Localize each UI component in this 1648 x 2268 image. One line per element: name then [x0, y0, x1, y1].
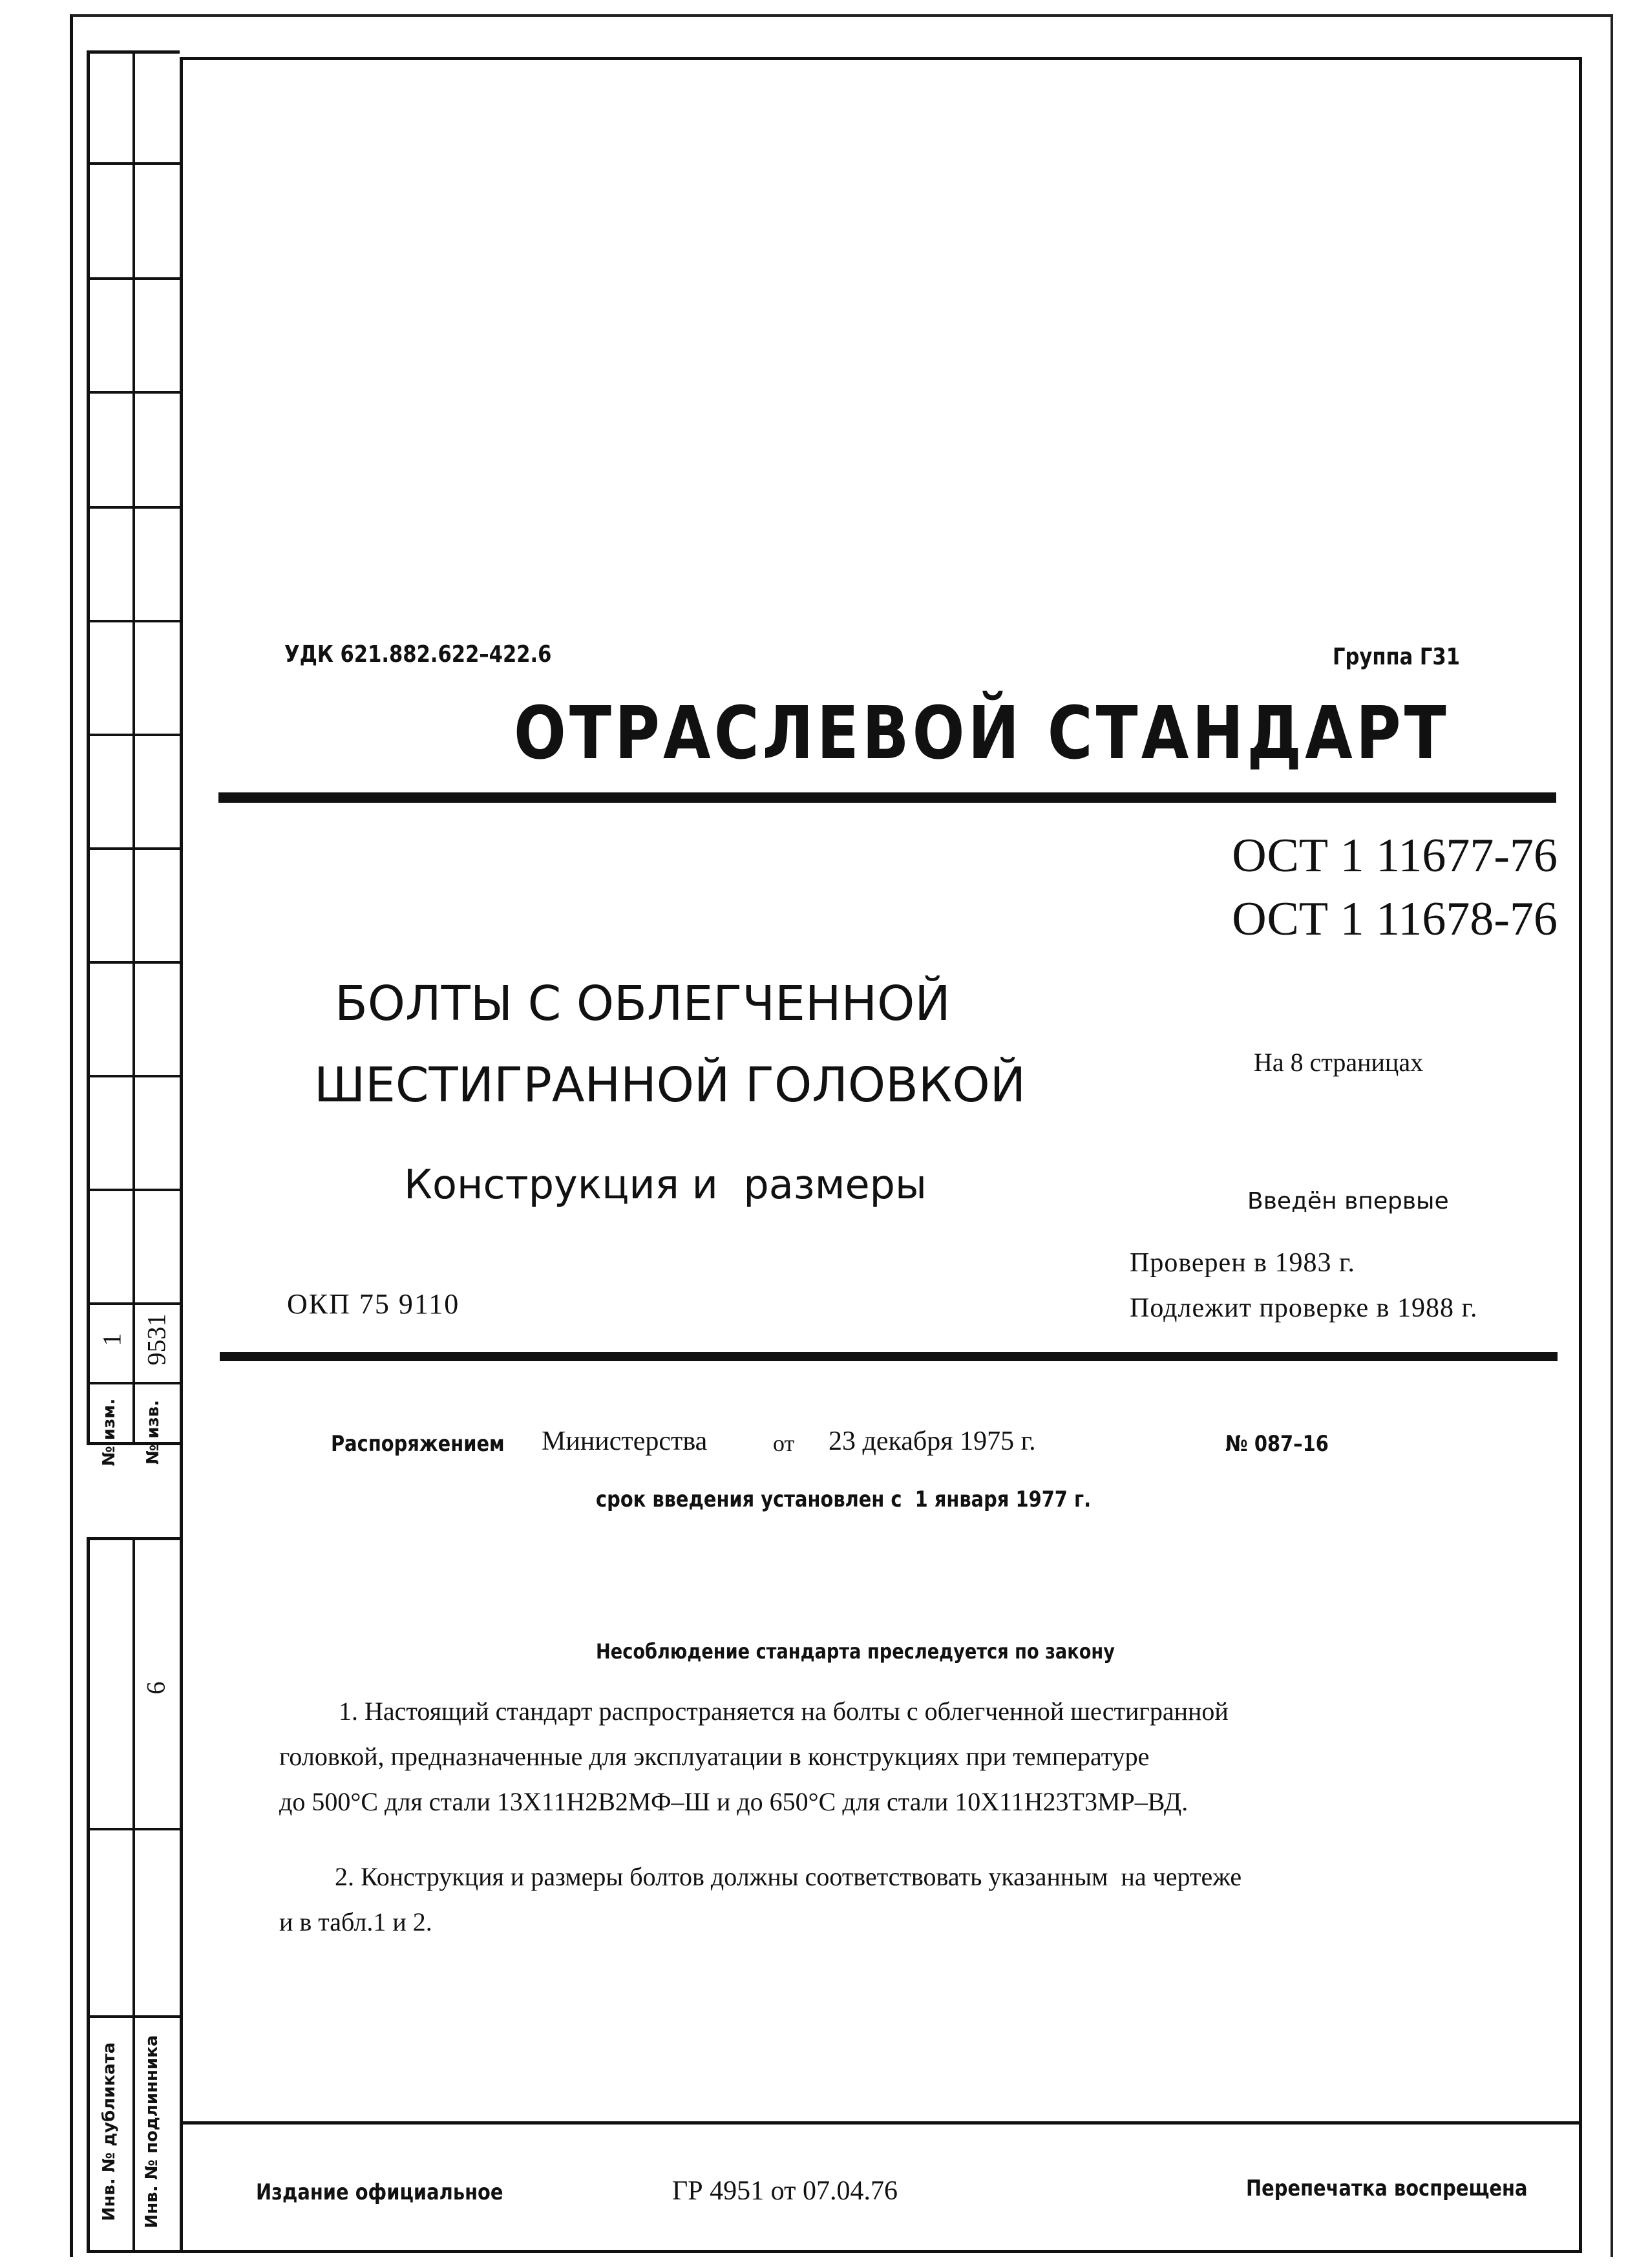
- udk-code: УДК 621.882.622–422.6: [284, 641, 552, 668]
- notice-number-value: 9531: [142, 1313, 171, 1366]
- standard-designation-2: ОСТ 1 11678-76: [1232, 893, 1558, 946]
- strip-row-line: [90, 620, 180, 622]
- order-from: от: [773, 1430, 795, 1456]
- strip-row-line: [90, 277, 180, 280]
- strip-row-line: [90, 734, 180, 736]
- notice-number-label: № изв.: [143, 1400, 163, 1465]
- top-rule: [218, 792, 1556, 803]
- change-number-label: № изм.: [100, 1398, 119, 1467]
- strip-divider: [132, 1540, 135, 2250]
- checked-note: Проверен в 1983 г.: [1130, 1248, 1355, 1278]
- paragraph-2-line-2: и в табл.1 и 2.: [279, 1907, 432, 1936]
- subject-subtitle: Конструкция и размеры: [404, 1161, 927, 1208]
- standard-designation-1: ОСТ 1 11677-76: [1232, 829, 1558, 882]
- registration-number: ГР 4951 от 07.04.76: [672, 2176, 898, 2206]
- strip-row-line: [90, 1075, 180, 1077]
- strip-row-line: [90, 391, 180, 394]
- strip-row-line: [90, 847, 180, 850]
- order-by: Распоряжением: [331, 1431, 505, 1457]
- subject-line-2: ШЕСТИГРАННОЙ ГОЛОВКОЙ: [314, 1057, 1026, 1113]
- paragraph-1-line-2: головкой, предназначенные для эксплуатации в конструкциях при температуре: [279, 1742, 1150, 1771]
- footer-rule: [180, 2121, 1582, 2125]
- order-number: № 087–16: [1225, 1431, 1329, 1457]
- sheet-number-value: 6: [141, 1681, 171, 1695]
- strip-divider: [132, 54, 135, 1442]
- official-edition-label: Издание официальное: [256, 2179, 503, 2205]
- strip-row-line: [90, 1828, 180, 1830]
- original-inventory-label: Инв. № подлинника: [142, 2035, 162, 2229]
- inventory-strip: [87, 1537, 180, 2253]
- change-number-value: 1: [97, 1333, 127, 1346]
- paragraph-2-line-1: 2. Конструкция и размеры болтов должны соответствовать указанным на чертеже: [335, 1862, 1242, 1891]
- change-record-strip: [87, 50, 180, 1467]
- law-warning: Несоблюдение стандарта преследуется по закону: [596, 1639, 1115, 1664]
- strip-row-line: [90, 162, 180, 165]
- paragraph-1-line-1: 1. Настоящий стандарт распространяется на болты с облегченной шестигранной: [339, 1697, 1229, 1726]
- group-code: Группа Г31: [1333, 644, 1461, 670]
- order-date: 23 декабря 1975 г.: [829, 1426, 1036, 1456]
- next-check-note: Подлежит проверке в 1988 г.: [1130, 1293, 1478, 1323]
- page-count: На 8 страницах: [1254, 1048, 1424, 1077]
- effective-date: срок введения установлен с 1 января 1977 г.: [596, 1487, 1092, 1512]
- strip-row-line: [90, 506, 180, 509]
- okp-code: ОКП 75 9110: [287, 1288, 460, 1320]
- duplicate-inventory-label: Инв. № дубликата: [100, 2042, 119, 2221]
- middle-rule: [220, 1352, 1558, 1361]
- order-ministry: Министерства: [542, 1426, 708, 1456]
- reprint-prohibited-label: Перепечатка воспрещена: [1246, 2176, 1528, 2201]
- strip-row-line: [90, 961, 180, 964]
- strip-row-line: [90, 1382, 180, 1384]
- page-title: ОТРАСЛЕВОЙ СТАНДАРТ: [514, 692, 1450, 776]
- introduced-note: Введён впервые: [1247, 1188, 1449, 1214]
- subject-line-1: БОЛТЫ С ОБЛЕГЧЕННОЙ: [335, 976, 951, 1032]
- strip-row-line: [90, 1189, 180, 1191]
- paragraph-1-line-3: до 500°С для стали 13Х11Н2В2МФ–Ш и до 650°С для стали 10Х11Н23Т3МР–ВД.: [279, 1787, 1188, 1816]
